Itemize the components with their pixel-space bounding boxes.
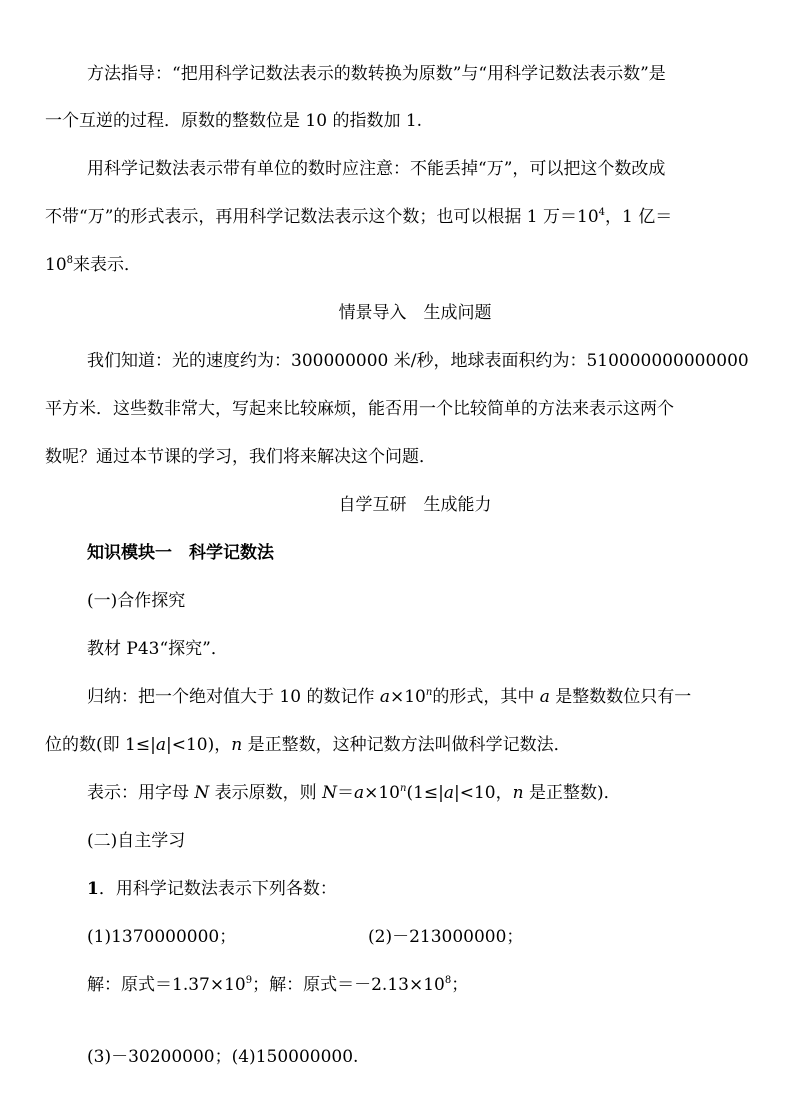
unit-note-line-3: $10^8$来表示．	[45, 255, 142, 275]
subsection-self-learning: (二)自主学习	[87, 831, 186, 851]
knowledge-module-title: 知识模块一 科学记数法	[87, 543, 274, 563]
method-guide-line-1: 方法指导：“把用科学记数法表示的数转换为原数”与“用科学记数法表示数”是	[87, 64, 666, 84]
unit-note-line-2: 不带“万”的形式表示，再用科学记数法表示这个数；也可以根据 1 万$=10^4$，1 亿＝	[45, 207, 673, 227]
section-heading-self-study: 自学互研 生成能力	[338, 495, 492, 515]
representation-line: 表示：用字母 N 表示原数，则 $N=a\times 10^n(1\le|a|<10$，n 是正整数)．	[87, 783, 621, 803]
subsection-cooperative: (一)合作探究	[87, 591, 186, 611]
textbook-reference: 教材 P43“探究”．	[87, 639, 228, 659]
section-heading-intro: 情景导入 生成问题	[338, 303, 492, 323]
question-1-solutions: 解：原式$=1.37\times 10^9$；解：原式$=-2.13\times 10^8$；	[87, 975, 469, 995]
summary-line-2: 位的数(即 1≤|a|<10)，n 是正整数，这种记数方法叫做科学记数法．	[45, 735, 571, 755]
intro-line-3: 数呢？通过本节课的学习，我们将来解决这个问题．	[45, 447, 436, 467]
question-1-items-row-2: (3)－30200000；(4)150000000.	[87, 1047, 359, 1067]
summary-line-1: 归纳：把一个绝对值大于 10 的数记作 $a\times 10^n$的形式，其中 a 是整数数位只有一	[87, 687, 692, 707]
intro-line-2: 平方米．这些数非常大，写起来比较麻烦，能否用一个比较简单的方法来表示这两个	[45, 399, 674, 419]
method-guide-line-2: 一个互逆的过程．原数的整数位是 10 的指数加 1.	[45, 111, 423, 131]
unit-note-line-1: 用科学记数法表示带有单位的数时应注意：不能丢掉“万”，可以把这个数改成	[87, 159, 666, 179]
question-1: 1．用科学记数法表示下列各数：	[87, 879, 337, 899]
intro-line-1: 我们知道：光的速度约为：300000000 米/秒，地球表面积约为：510000000000000	[87, 351, 749, 371]
question-1-items-row-1: (1)1370000000； (2)－213000000；	[87, 927, 524, 947]
